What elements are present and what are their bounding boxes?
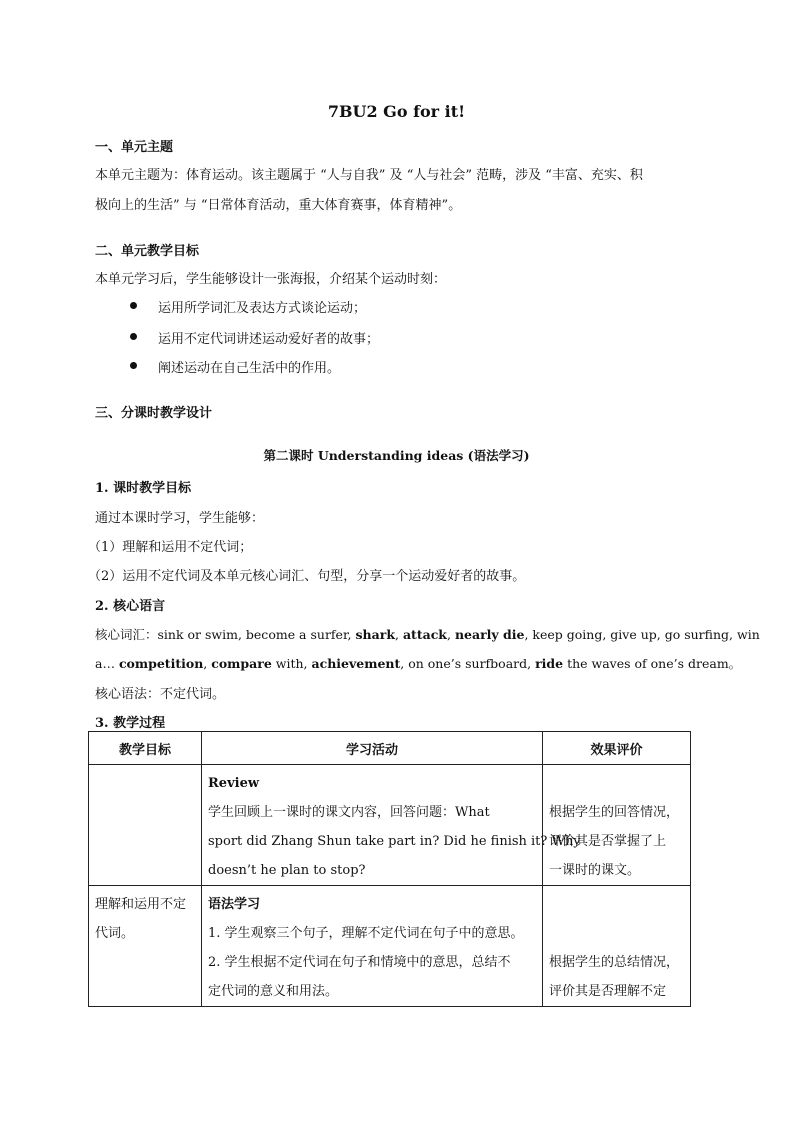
evaluation-line: 评价其是否掌握了上 — [549, 834, 667, 849]
goal-line: 代词。 — [95, 926, 135, 941]
grammar-line: 核心语法：不定代词。 — [95, 687, 226, 702]
vocab-text: the waves of one’s dream。 — [563, 656, 742, 671]
objective-item: （2）运用不定代词及本单元核心词汇、句型，分享一个运动爱好者的故事。 — [88, 569, 526, 584]
vocab-keyword: nearly die — [454, 627, 525, 642]
goal-cell — [89, 765, 202, 886]
evaluation-cell — [543, 886, 691, 1007]
vocab-text: with, — [271, 656, 312, 671]
section3-heading: 三、分课时教学设计 — [95, 406, 213, 421]
vocab-keyword: ride — [535, 656, 564, 671]
section2-intro: 本单元学习后，学生能够设计一张海报，介绍某个运动时刻： — [95, 272, 447, 287]
vocab-text: , — [395, 627, 403, 642]
table-header-row — [89, 732, 691, 765]
vocab-keyword: achievement — [311, 656, 401, 671]
goal-cell — [89, 886, 202, 1007]
section1-heading: 一、单元主题 — [95, 140, 174, 155]
bullet-icon — [130, 333, 137, 340]
process-heading: 3. 教学过程 — [95, 716, 166, 731]
bullet-icon — [130, 362, 137, 369]
vocab-list — [158, 627, 760, 642]
vocab-text: , on one’s surfboard, — [400, 656, 536, 671]
section2-bullet: 运用不定代词讲述运动爱好者的故事； — [158, 332, 380, 347]
activity-line: 1. 学生观察三个句子，理解不定代词在句子中的意思。 — [208, 926, 524, 941]
activity-line: doesn’t he plan to stop? — [208, 863, 366, 878]
section1-line: 本单元主题为：体育运动。该主题属于 “人与自我” 及 “人与社会” 范畴，涉及 “丰富、充实、积 — [95, 168, 643, 183]
vocab-text: a… — [95, 656, 119, 671]
lesson-title: 第二课时 Understanding ideas (语法学习) — [263, 448, 530, 463]
vocab-text: , — [203, 656, 212, 671]
evaluation-line: 一课时的课文。 — [549, 863, 641, 878]
activity-cell — [202, 765, 581, 886]
objectives-intro: 通过本课时学习，学生能够： — [95, 511, 265, 526]
evaluation-cell — [543, 765, 691, 886]
teaching-process-table — [88, 731, 691, 1007]
activity-title: 语法学习 — [208, 897, 261, 912]
vocab-text: sink or swim, become a surfer, — [157, 627, 356, 642]
activity-cell — [202, 886, 543, 1007]
vocab-keyword: compare — [211, 656, 272, 671]
objective-item: （1）理解和运用不定代词； — [88, 540, 253, 555]
table-header: 教学目标 — [89, 732, 202, 765]
activity-line: 定代词的意义和用法。 — [208, 984, 339, 999]
evaluation-line: 根据学生的回答情况， — [549, 805, 680, 820]
vocab-keyword: shark — [355, 627, 395, 642]
activity-title: Review — [208, 776, 260, 791]
evaluation-line: 评价其是否理解不定 — [549, 984, 667, 999]
vocab-text: , keep going, give up, go surfing, win — [524, 627, 760, 642]
section2-bullet: 运用所学词汇及表达方式谈论运动； — [158, 301, 367, 316]
section2-heading: 二、单元教学目标 — [95, 244, 200, 259]
vocab-keyword: attack — [402, 627, 447, 642]
section1-line: 极向上的生活” 与 “日常体育活动，重大体育赛事，体育精神”。 — [95, 198, 462, 213]
bullet-icon — [130, 302, 137, 309]
core-language-heading: 2. 核心语言 — [95, 599, 166, 614]
goal-line: 理解和运用不定 — [95, 897, 187, 912]
evaluation-line — [549, 890, 684, 919]
section2-bullet: 阐述运动在自己生活中的作用。 — [158, 361, 341, 376]
page-title: 7BU2 Go for it! — [327, 102, 466, 121]
table-header: 效果评价 — [543, 732, 691, 765]
activity-line: 2. 学生根据不定代词在句子和情境中的意思，总结不 — [208, 955, 511, 970]
objectives-heading: 1. 课时教学目标 — [95, 481, 192, 496]
vocab-label: 核心词汇： — [95, 627, 158, 642]
table-row — [89, 765, 691, 886]
vocab-line-1 — [95, 625, 760, 643]
evaluation-line — [549, 769, 684, 798]
vocab-line-2 — [95, 654, 741, 672]
table-row — [89, 886, 691, 1007]
vocab-text: , — [446, 627, 455, 642]
evaluation-line — [549, 919, 684, 948]
evaluation-line: 根据学生的总结情况， — [549, 955, 680, 970]
vocab-keyword: competition — [118, 656, 204, 671]
activity-line: sport did Zhang Shun take part in? Did he finish it? Why — [208, 834, 581, 849]
activity-line: 学生回顾上一课时的课文内容，回答问题：What — [208, 805, 490, 820]
table-header: 学习活动 — [202, 732, 543, 765]
